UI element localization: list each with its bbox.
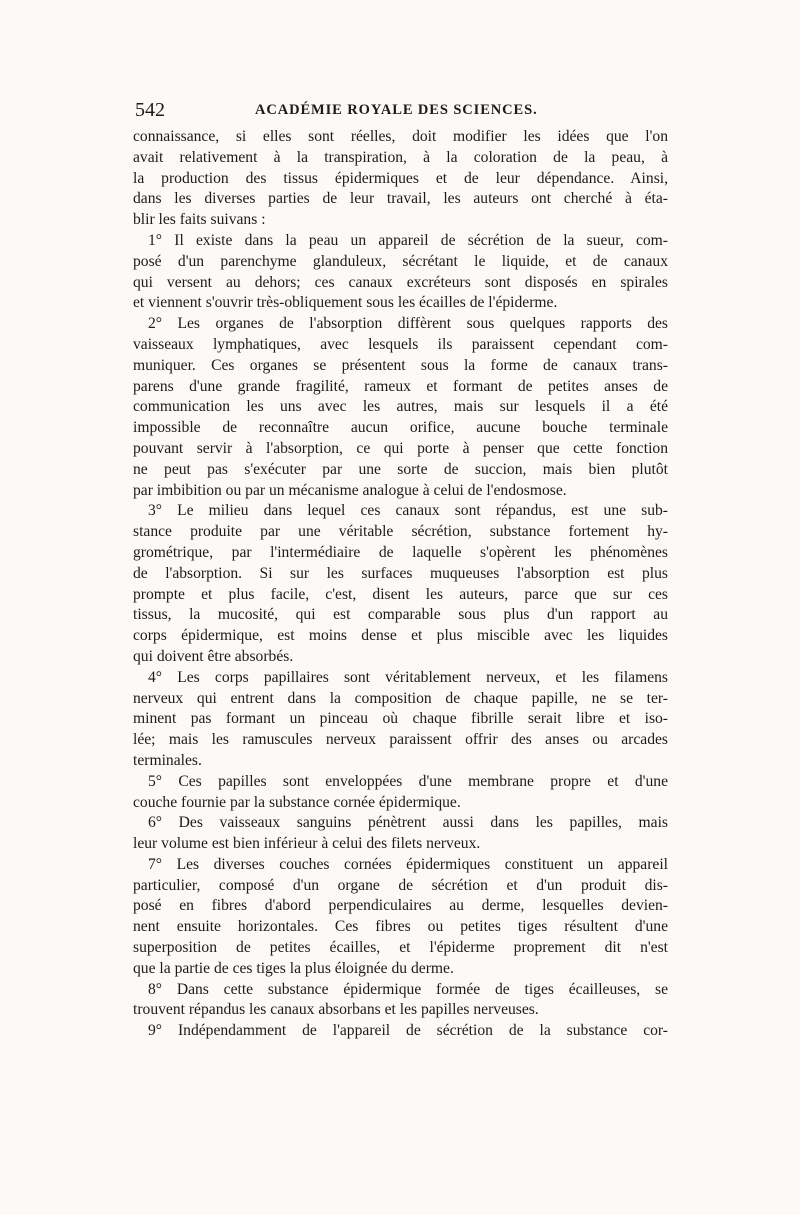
text-line: prompte et plus facile, c'est, disent les auteurs, parce que sur ces <box>133 585 668 603</box>
text-line: 1° Il existe dans la peau un appareil de sécrétion de la sueur, com- <box>148 231 668 249</box>
text-line: leur volume est bien inférieur à celui des filets nerveux. <box>133 835 481 853</box>
text-line: la production des tissus épidermiques et de leur dépendance. Ainsi, <box>133 169 668 187</box>
text-line: ne peut pas s'exécuter par une sorte de succion, mais bien plutôt <box>133 460 668 478</box>
text-line: dans les diverses parties de leur travail, les auteurs ont cherché à éta- <box>133 190 668 208</box>
text-line: tissus, la mucosité, qui est comparable sous plus d'un rapport au <box>133 606 668 624</box>
text-line: 4° Les corps papillaires sont véritablement nerveux, et les filamens <box>148 668 668 686</box>
running-head <box>133 95 668 125</box>
text-line: connaissance, si elles sont réelles, doit modifier les idées que l'on <box>133 128 668 145</box>
text-line: 3° Le milieu dans lequel ces canaux sont répandus, est une sub- <box>148 502 668 520</box>
text-line: couche fournie par la substance cornée épidermique. <box>133 793 461 811</box>
text-line: particulier, composé d'un organe de sécrétion et d'un produit dis- <box>133 876 668 894</box>
text-line: superposition de petites écailles, et l'épiderme proprement dit n'est <box>133 939 668 957</box>
text-line: pouvant servir à l'absorption, ce qui porte à penser que cette fonction <box>133 439 668 457</box>
text-line: blir les faits suivans : <box>133 211 266 229</box>
text-line: lée; mais les ramuscules nerveux paraissent offrir des anses ou arcades <box>133 731 668 749</box>
text-line: parens d'une grande fragilité, rameux et formant de petites anses de <box>133 377 668 395</box>
text-line: terminales. <box>133 751 202 769</box>
text-line: par imbibition ou par un mécanisme analogue à celui de l'endosmose. <box>133 481 567 499</box>
text-block <box>133 95 668 1042</box>
text-line: et viennent s'ouvrir très-obliquement sous les écailles de l'épiderme. <box>133 294 558 312</box>
text-line: muniquer. Ces organes se présentent sous la forme de canaux trans- <box>133 356 668 374</box>
text-line: 7° Les diverses couches cornées épidermiques constituent un appareil <box>148 855 668 873</box>
text-line: vaisseaux lymphatiques, avec lesquels ils paraissent cependant com- <box>133 335 668 353</box>
running-title: ACADÉMIE ROYALE DES SCIENCES. <box>255 102 538 118</box>
text-line: impossible de reconnaître aucun orifice, aucune bouche terminale <box>133 419 668 437</box>
text-line: grométrique, par l'intermédiaire de laquelle s'opèrent les phénomènes <box>133 543 668 561</box>
text-line: nent ensuite horizontales. Ces fibres ou petites tiges résultent d'une <box>133 918 668 936</box>
text-line: posé d'un parenchyme glanduleux, sécrétant le liquide, et de canaux <box>133 252 668 270</box>
text-line: 8° Dans cette substance épidermique formée de tiges écailleuses, se <box>148 980 668 998</box>
text-line: que la partie de ces tiges la plus éloignée du derme. <box>133 959 454 977</box>
text-line: 9° Indépendamment de l'appareil de sécrétion de la substance cor- <box>148 1022 668 1040</box>
text-line: de l'absorption. Si sur les surfaces muqueuses l'absorption est plus <box>133 564 668 582</box>
text-line: posé en fibres d'abord perpendiculaires au derme, lesquelles devien- <box>133 897 668 915</box>
text-line: trouvent répandus les canaux absorbans et les papilles nerveuses. <box>133 1001 539 1019</box>
text-line: 2° Les organes de l'absorption diffèrent sous quelques rapports des <box>148 315 668 333</box>
text-line: 5° Ces papilles sont enveloppées d'une membrane propre et d'une <box>148 772 668 790</box>
text-line: corps épidermique, est moins dense et plus miscible avec les liquides <box>133 627 668 645</box>
text-line: qui doivent être absorbés. <box>133 647 294 665</box>
text-line: 6° Des vaisseaux sanguins pénètrent aussi dans les papilles, mais <box>148 814 668 832</box>
text-line: communication les uns avec les autres, mais sur lesquels il a été <box>133 398 668 416</box>
text-line: avait relativement à la transpiration, à la coloration de la peau, à <box>133 148 668 166</box>
text-line: nerveux qui entrent dans la composition de chaque papille, ne se ter- <box>133 689 668 707</box>
text-line: minent pas formant un pinceau où chaque fibrille serait libre et iso- <box>133 710 668 728</box>
text-line: qui versent au dehors; ces canaux excréteurs sont disposés en spirales <box>133 273 668 291</box>
page-number: 542 <box>135 99 165 121</box>
text-line: stance produite par une véritable sécrétion, substance fortement hy- <box>133 523 668 541</box>
